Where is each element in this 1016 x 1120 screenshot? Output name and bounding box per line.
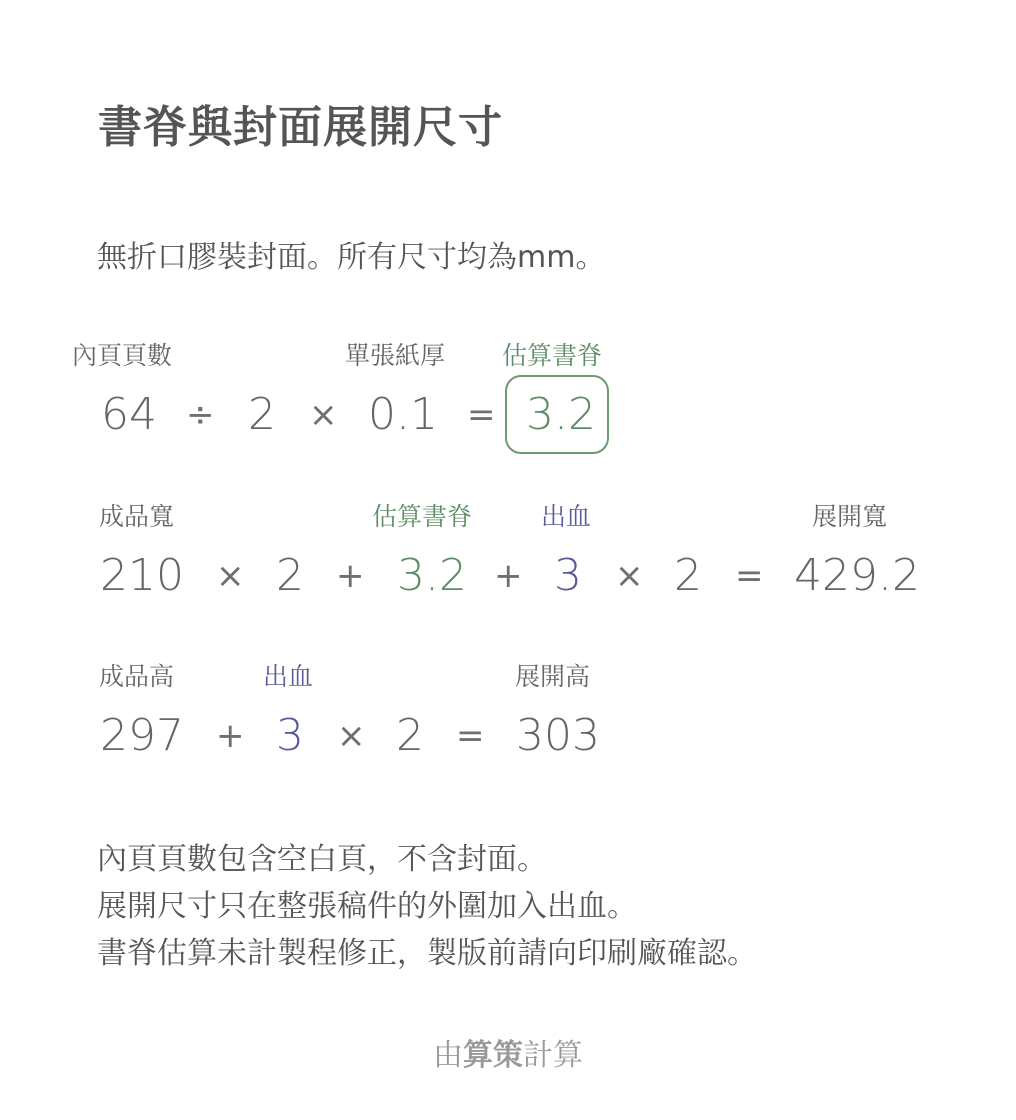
label-trim-height: 成品高: [99, 662, 175, 691]
op-divide: ÷: [186, 395, 215, 435]
value-spine: 3.2: [397, 550, 467, 601]
op-plus: +: [216, 716, 245, 756]
footer-credit: [0, 1036, 1016, 1076]
label-total-height: 展開高: [515, 662, 591, 691]
value-total-height: 303: [516, 710, 600, 761]
page-title: 書脊與封面展開尺寸: [98, 102, 503, 153]
value-multiplier: 2: [396, 710, 424, 761]
label-trim-width: 成品寬: [99, 502, 175, 531]
value-multiplier: 2: [276, 550, 304, 601]
label-bleed: 出血: [263, 662, 314, 691]
value-pages: 64: [101, 389, 157, 440]
op-equals: =: [735, 556, 764, 596]
op-plus: +: [336, 556, 365, 596]
op-equals: =: [456, 716, 485, 756]
value-bleed: 3: [276, 710, 304, 761]
footer-suffix: 計算: [523, 1038, 583, 1073]
value-trim-height: 297: [100, 710, 184, 761]
notes: [97, 836, 757, 977]
label-spine: 估算書脊: [372, 502, 473, 531]
value-trim-width: 210: [100, 550, 184, 601]
label-thickness: 單張紙厚: [345, 341, 446, 370]
note-line: 內頁頁數包含空白頁，不含封面。: [97, 842, 547, 877]
label-pages: 內頁頁數: [72, 341, 173, 370]
value-divisor: 2: [248, 389, 276, 440]
label-spine: 估算書脊: [502, 341, 603, 370]
op-times: ×: [309, 395, 338, 435]
op-times: ×: [216, 556, 245, 596]
footer-brand-link[interactable]: 算策: [463, 1038, 523, 1073]
op-times: ×: [337, 716, 366, 756]
label-total-width: 展開寬: [812, 502, 888, 531]
value-multiplier: 2: [674, 550, 702, 601]
subtitle: 無折口膠裝封面。所有尺寸均為mm。: [97, 240, 606, 275]
note-line: 展開尺寸只在整張稿件的外圍加入出血。: [97, 889, 637, 924]
op-times: ×: [615, 556, 644, 596]
note-line: 書脊估算未計製程修正，製版前請向印刷廠確認。: [97, 936, 757, 971]
op-plus: +: [494, 556, 523, 596]
op-equals: =: [467, 395, 496, 435]
label-bleed: 出血: [541, 502, 592, 531]
value-bleed: 3: [554, 550, 582, 601]
value-total-width: 429.2: [794, 550, 920, 601]
value-spine-result: 3.2: [526, 389, 596, 440]
footer-prefix: 由: [433, 1038, 463, 1073]
value-thickness: 0.1: [368, 389, 438, 440]
